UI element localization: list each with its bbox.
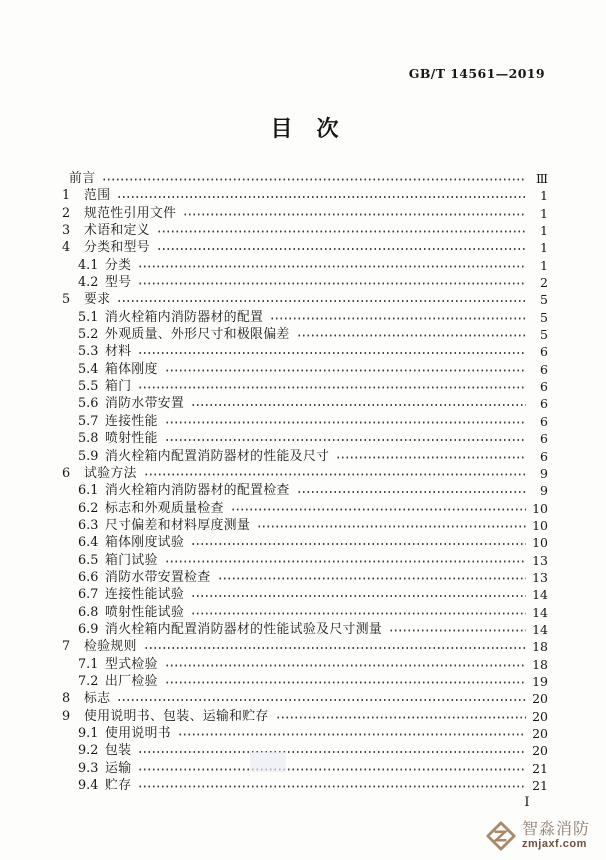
toc-entry-page: 6 — [540, 448, 548, 464]
toc-entry-label: 箱体刚度 — [105, 361, 158, 377]
toc-entry-page: 10 — [532, 500, 548, 516]
toc-entry — [62, 205, 548, 222]
toc-entry-number: 5.7 — [78, 413, 99, 429]
toc-entry-number: 6.4 — [78, 535, 99, 551]
watermark-brand-name: 智淼消防 — [521, 820, 590, 838]
toc-entry-label: 出厂检验 — [105, 673, 158, 689]
toc-entry-number: 2 — [62, 205, 71, 221]
toc-entry-label: 喷射性能试验 — [105, 604, 185, 620]
toc-entry-number: 6.6 — [78, 569, 99, 585]
toc-entry-number: 7.2 — [78, 673, 99, 689]
toc-entry-label: 分类 — [105, 257, 132, 273]
toc-entry-page: 19 — [532, 673, 548, 689]
toc-entry — [62, 760, 548, 777]
toc-entry-number: 5.5 — [78, 379, 99, 395]
toc-entry-number: 5.4 — [78, 361, 99, 377]
toc-entry-number: 8 — [62, 691, 71, 707]
toc-entry — [62, 517, 548, 534]
toc-entry-page: 20 — [532, 708, 548, 724]
toc-entry-page: 6 — [540, 413, 548, 429]
toc-entry-label: 贮存 — [105, 778, 132, 794]
toc-entry-number: 5.1 — [78, 309, 99, 325]
toc-entry-label: 连接性能试验 — [105, 587, 185, 603]
toc-leader-dots — [117, 291, 526, 308]
toc-entry-label: 消火栓箱内配置消防器材的性能试验及尺寸测量 — [105, 621, 383, 637]
toc-entry-label: 要求 — [84, 292, 111, 308]
toc-entry-number: 6.1 — [78, 483, 99, 499]
toc-leader-dots — [218, 569, 526, 586]
toc-entry-number: 5.2 — [78, 327, 99, 343]
toc-entry — [62, 482, 548, 499]
toc-leader-dots — [138, 378, 526, 395]
toc-entry-label: 喷射性能 — [105, 431, 158, 447]
toc-entry — [62, 187, 548, 204]
zmjaxf-watermark — [485, 820, 590, 852]
scan-artifact — [250, 752, 286, 772]
toc-entry-label: 范围 — [84, 188, 111, 204]
toc-leader-dots — [276, 708, 526, 725]
toc-entry — [62, 222, 548, 239]
toc-entry-number: 9.3 — [78, 760, 99, 776]
toc-entry — [62, 448, 548, 465]
toc-entry-page: 9 — [540, 465, 548, 481]
toc-entry-number: 4 — [62, 240, 71, 256]
toc-entry-label: 术语和定义 — [84, 223, 150, 239]
toc-leader-dots — [165, 552, 526, 569]
toc-leader-dots — [165, 361, 526, 378]
page-number: Ⅰ — [524, 795, 530, 810]
toc-entry-page: 1 — [540, 188, 548, 204]
toc-entry-page: 20 — [532, 726, 548, 741]
toc-entry — [62, 586, 548, 603]
toc-entry-page: 18 — [532, 639, 548, 655]
toc-entry-label: 标志 — [84, 691, 111, 707]
toc-entry-number: 5.6 — [78, 396, 99, 412]
toc-entry — [62, 274, 548, 291]
toc-entry-page: 18 — [532, 656, 548, 672]
toc-leader-dots — [165, 673, 526, 690]
toc-leader-dots — [138, 343, 526, 360]
toc-entry — [62, 395, 548, 412]
toc-entry-page: 5 — [540, 327, 548, 343]
toc-entry-label: 消火栓箱内消防器材的配置 — [105, 309, 264, 325]
toc-entry-page: 14 — [532, 587, 548, 603]
page-title: 目 次 — [270, 116, 340, 142]
toc-entry-label: 规范性引用文件 — [84, 205, 177, 221]
toc-entry-label: 材料 — [105, 344, 132, 360]
toc-entry-number: 6.3 — [78, 517, 99, 533]
toc-leader-dots — [336, 448, 526, 465]
toc-entry — [62, 621, 548, 638]
toc-entry-number: 9.4 — [78, 778, 99, 794]
toc-entry — [62, 638, 548, 655]
toc-entry-label: 运输 — [105, 760, 132, 776]
toc-entry-page: 20 — [532, 743, 548, 759]
toc-leader-dots — [138, 742, 526, 759]
toc-entry-number: 6.5 — [78, 552, 99, 568]
toc-entry-label: 检验规则 — [84, 639, 137, 655]
toc-leader-dots — [102, 170, 526, 187]
toc-leader-dots — [191, 395, 526, 412]
toc-entry — [62, 413, 548, 430]
toc-leader-dots — [157, 222, 526, 239]
toc-leader-dots — [178, 725, 526, 742]
toc-leader-dots — [144, 638, 526, 655]
toc-leader-dots — [144, 465, 526, 482]
toc-leader-dots — [191, 604, 526, 621]
toc-entry-number: 3 — [62, 223, 71, 239]
toc-leader-dots — [270, 309, 526, 326]
toc-entry-page: 6 — [540, 431, 548, 447]
toc-entry — [62, 465, 548, 482]
toc-leader-dots — [138, 760, 526, 777]
toc-leader-dots — [157, 239, 526, 256]
toc-entry-number: 1 — [62, 188, 71, 204]
toc-leader-dots — [165, 430, 526, 447]
toc-leader-dots — [389, 621, 526, 638]
toc-entry — [62, 378, 548, 395]
toc-entry-page: 6 — [540, 396, 548, 412]
toc-leader-dots — [191, 534, 526, 551]
toc-entry-page: 6 — [540, 344, 548, 360]
toc-entry-page: 13 — [532, 569, 548, 585]
toc-entry — [62, 343, 548, 360]
toc-entry-page: 1 — [540, 240, 548, 256]
toc-entry-number: 6.9 — [78, 621, 99, 637]
toc-entry-page: 10 — [532, 535, 548, 551]
toc-entry — [62, 239, 548, 256]
toc-leader-dots — [117, 187, 526, 204]
toc-entry-label: 消防水带安置 — [105, 396, 185, 412]
toc-leader-dots — [297, 326, 526, 343]
toc-entry-number: 6.7 — [78, 587, 99, 603]
toc-entry-page: 21 — [532, 760, 548, 776]
toc-entry-label: 消火栓箱内消防器材的配置检查 — [105, 483, 290, 499]
toc-entry — [62, 673, 548, 690]
toc-leader-dots — [165, 413, 526, 430]
toc-entry-label: 箱门试验 — [105, 552, 158, 568]
toc-entry-page: 20 — [532, 691, 548, 707]
toc-entry-page: 1 — [540, 223, 548, 239]
watermark-text — [522, 822, 590, 850]
toc-leader-dots — [138, 777, 526, 794]
toc-entry — [62, 725, 548, 742]
toc-entry-number: 5 — [62, 292, 71, 308]
standard-number: GB/T 14561—2019 — [408, 66, 545, 81]
toc-leader-dots — [191, 586, 526, 603]
toc-entry-label: 型号 — [105, 275, 132, 291]
toc-entry-page: 14 — [532, 621, 548, 637]
toc-entry — [62, 500, 548, 517]
toc-entry-page: 5 — [540, 292, 548, 308]
toc-entry-label: 使用说明书、包装、运输和贮存 — [84, 708, 269, 724]
zmjaxf-logo-icon — [485, 820, 517, 852]
toc-entry-number: 6.8 — [78, 604, 99, 620]
toc-leader-dots — [183, 205, 526, 222]
toc-entry-number: 6 — [62, 465, 71, 481]
toc-entry-page: 6 — [540, 361, 548, 377]
toc-entry-page: 5 — [540, 309, 548, 325]
watermark-domain: zmjaxf.com — [521, 837, 587, 850]
toc-entry-page: 9 — [540, 483, 548, 499]
toc-entry — [62, 777, 548, 794]
toc-entry — [62, 361, 548, 378]
toc-entry-page: 10 — [532, 517, 548, 533]
toc-leader-dots — [117, 690, 526, 707]
toc-entry — [62, 430, 548, 447]
toc-entry-number: 4.2 — [78, 275, 99, 291]
toc-entry-label: 试验方法 — [84, 465, 137, 481]
toc-entry-label: 消火栓箱内配置消防器材的性能及尺寸 — [105, 448, 330, 464]
toc-entry-page: 2 — [540, 275, 548, 291]
toc-entry-label: 分类和型号 — [84, 240, 150, 256]
toc-entry-number: 4.1 — [78, 257, 99, 273]
toc-entry — [62, 604, 548, 621]
toc-entry-page: 21 — [532, 778, 548, 794]
toc-entry-page: 6 — [540, 379, 548, 395]
toc-entry-number: 6.2 — [78, 500, 99, 516]
toc-entry-label: 消防水带安置检查 — [105, 569, 211, 585]
toc-entry-label: 使用说明书 — [105, 726, 171, 741]
toc-entry-page: 1 — [540, 257, 548, 273]
toc-entry-label: 包装 — [105, 743, 132, 759]
toc-entry — [62, 708, 548, 725]
toc-leader-dots — [138, 257, 526, 274]
toc-entry — [62, 291, 548, 308]
toc-entry-number: 9.1 — [78, 726, 99, 741]
toc-entry-number: 5.9 — [78, 448, 99, 464]
toc-entry-label: 箱体刚度试验 — [105, 535, 185, 551]
toc-entry-number: 5.8 — [78, 431, 99, 447]
toc-entry — [62, 257, 548, 274]
toc-entry-label: 型式检验 — [105, 656, 158, 672]
toc-entry-number: 5.3 — [78, 344, 99, 360]
toc-entry — [62, 170, 548, 187]
toc-entry-page: 14 — [532, 604, 548, 620]
toc-entry-label: 尺寸偏差和材料厚度测量 — [105, 517, 251, 533]
toc-entry-number: 7 — [62, 639, 71, 655]
toc-entry — [62, 326, 548, 343]
toc-entry — [62, 309, 548, 326]
toc-entry-label: 连接性能 — [105, 413, 158, 429]
toc-entry — [62, 690, 548, 707]
toc-leader-dots — [257, 517, 526, 534]
toc-entry — [62, 742, 548, 759]
toc-entry-label: 前言 — [69, 171, 96, 186]
toc-leader-dots — [138, 274, 526, 291]
toc-entry — [62, 534, 548, 551]
toc-leader-dots — [165, 656, 526, 673]
toc-leader-dots — [297, 482, 526, 499]
toc-entry — [62, 569, 548, 586]
toc-entry-page: Ⅲ — [535, 171, 548, 186]
toc-entry-page: 13 — [532, 552, 548, 568]
toc-entry-number: 9 — [62, 708, 71, 724]
toc-leader-dots — [231, 500, 526, 517]
toc-entry-page: 1 — [540, 205, 548, 221]
toc-entry — [62, 552, 548, 569]
toc-entry-label: 箱门 — [105, 379, 132, 395]
toc-entry-label: 标志和外观质量检查 — [105, 500, 224, 516]
toc-entry-number: 9.2 — [78, 743, 99, 759]
toc-entry-number: 7.1 — [78, 656, 99, 672]
toc-list — [62, 170, 548, 794]
toc-entry-label: 外观质量、外形尺寸和极限偏差 — [105, 327, 290, 343]
toc-entry — [62, 656, 548, 673]
